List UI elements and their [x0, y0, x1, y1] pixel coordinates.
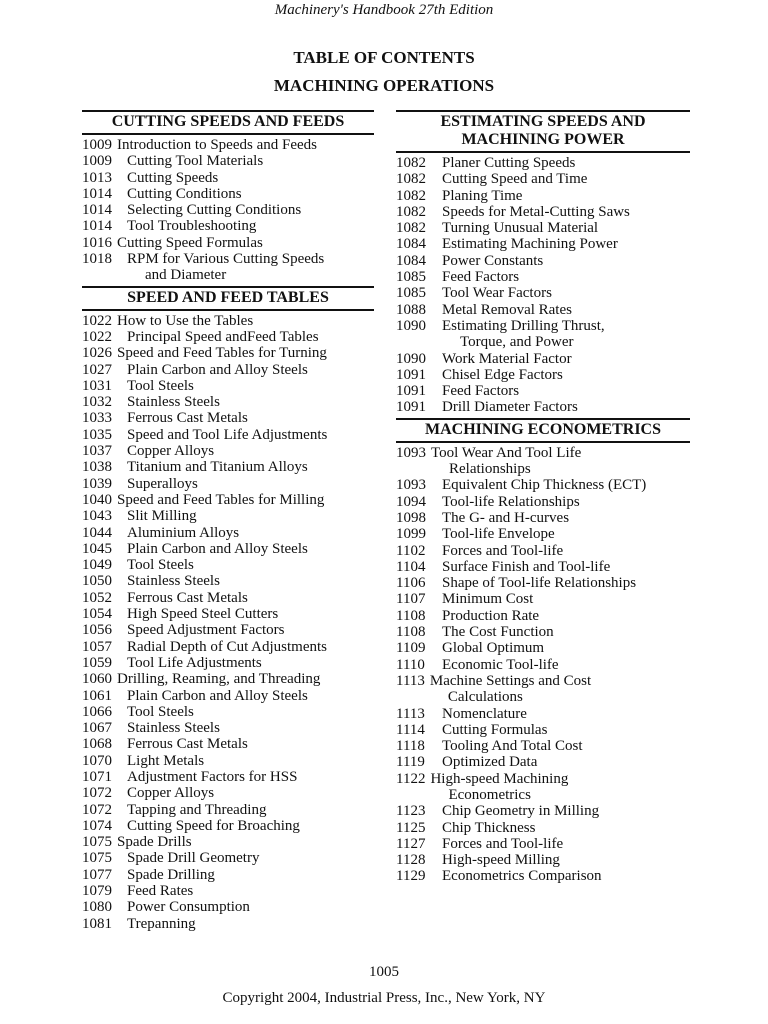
toc-entry[interactable] [396, 253, 690, 269]
toc-entry[interactable] [82, 345, 374, 361]
toc-entry[interactable] [82, 688, 374, 704]
toc-entry-title: Chisel Edge Factors [442, 366, 563, 383]
toc-page-number: 1084 [396, 252, 426, 269]
toc-entry-title: How to Use the Tables [117, 312, 254, 329]
toc-entry-title: Estimating Machining Power [442, 236, 618, 253]
toc-entry[interactable] [396, 624, 690, 640]
toc-entry-title: Estimating Drilling Thrust, [442, 317, 605, 334]
toc-page-number: 1128 [396, 852, 426, 869]
toc-entry[interactable] [82, 525, 374, 541]
toc-entry-title: Cutting Speed and Time [442, 171, 588, 188]
toc-page-number: 1038 [82, 459, 112, 476]
toc-page-number: 1037 [82, 443, 112, 460]
toc-page-number: 1057 [82, 638, 112, 655]
running-header: Machinery's Handbook 27th Edition [274, 2, 494, 18]
toc-entry-title: Feed Factors [442, 383, 520, 400]
toc-page-number: 1043 [82, 508, 112, 525]
toc-entry[interactable] [82, 557, 374, 573]
toc-entry[interactable] [396, 852, 690, 868]
toc-entry[interactable] [82, 818, 374, 834]
toc-entry[interactable] [396, 399, 690, 415]
toc-entry-title: Surface Finish and Tool-life [442, 558, 611, 575]
toc-entry[interactable] [396, 722, 690, 738]
toc-entry[interactable] [396, 318, 690, 351]
toc-page-number: 1074 [82, 817, 112, 834]
toc-page-number: 1093 [396, 444, 426, 461]
toc-entry-title: Cutting Tool Materials [127, 153, 264, 170]
toc-entry-title: Tool Troubleshooting [127, 218, 257, 235]
toc-entry[interactable] [82, 541, 374, 557]
toc-page-number: 1082 [396, 187, 426, 204]
toc-page-number: 1077 [82, 866, 112, 883]
toc-entry[interactable] [82, 329, 374, 345]
toc-entry-title: Chip Thickness [442, 819, 536, 836]
toc-entry-title: Tool-life Envelope [442, 526, 555, 543]
toc-page-number: 1122 [396, 770, 426, 787]
toc-entry-title: Titanium and Titanium Alloys [127, 459, 308, 476]
toc-entry-title: Tool Wear Factors [442, 285, 552, 302]
toc-entry-title: Principal Speed andFeed Tables [127, 328, 319, 345]
toc-entry-title: Copper Alloys [127, 443, 215, 460]
toc-entry[interactable] [396, 820, 690, 836]
toc-page-number: 1052 [82, 589, 112, 606]
toc-entry-title: Slit Milling [127, 508, 197, 525]
section-heading: SPEED AND FEED TABLES [82, 286, 374, 311]
toc-entry-title: Spade Drilling [127, 866, 215, 883]
toc-page-number: 1082 [396, 155, 426, 171]
toc-page-number: 1014 [82, 218, 112, 235]
toc-entry-title-continued: and Diameter [145, 267, 227, 284]
toc-entry[interactable] [396, 510, 690, 526]
toc-page-number: 1027 [82, 361, 112, 378]
toc-entry-title: Ferrous Cast Metals [127, 410, 248, 427]
toc-page-number: 1054 [82, 606, 112, 623]
toc-entry-title: Planer Cutting Speeds [442, 155, 576, 171]
toc-entry-title: Speed and Tool Life Adjustments [127, 426, 328, 443]
toc-page-number: 1082 [396, 203, 426, 220]
toc-entry-title: Aluminium Alloys [127, 524, 240, 541]
toc-entry[interactable] [396, 188, 690, 204]
toc-entry-title: Cutting Speed Formulas [117, 234, 263, 251]
toc-entry-title: Tool Life Adjustments [127, 654, 262, 671]
toc-entry-title: Production Rate [442, 607, 540, 624]
toc-entry-title: Power Constants [442, 252, 544, 269]
toc-entry-title-continued: Relationships [449, 461, 531, 478]
toc-entry-title: RPM for Various Cutting Speeds [127, 251, 325, 268]
right-column [396, 110, 690, 885]
toc-entry-title: Stainless Steels [127, 394, 220, 411]
toc-page-number: 1031 [82, 377, 112, 394]
toc-entry[interactable] [82, 899, 374, 915]
toc-entry-title: Introduction to Speeds and Feeds [117, 137, 317, 153]
toc-entry-title: Work Material Factor [442, 350, 572, 367]
toc-entry[interactable] [396, 657, 690, 673]
toc-page-number: 1102 [396, 542, 426, 559]
toc-page-number: 1098 [396, 509, 426, 526]
toc-entry-title: Minimum Cost [442, 591, 534, 608]
toc-entry-title: Cutting Conditions [127, 185, 242, 202]
toc-page-number: 1114 [396, 721, 425, 738]
toc-entry[interactable] [82, 137, 374, 153]
toc-entry[interactable] [82, 639, 374, 655]
toc-entry[interactable] [396, 383, 690, 399]
toc-entry-title: Speed Adjustment Factors [127, 622, 285, 639]
toc-entry[interactable] [82, 492, 374, 508]
toc-entry[interactable] [396, 673, 690, 706]
toc-page-number: 1009 [82, 153, 112, 170]
page-title: TABLE OF CONTENTS [293, 48, 475, 67]
toc-page-number: 1075 [82, 850, 112, 867]
toc-page-number: 1099 [396, 526, 426, 543]
toc-entry[interactable] [82, 802, 374, 818]
toc-entry[interactable] [396, 155, 690, 171]
toc-page-number: 1032 [82, 394, 112, 411]
toc-page-number: 1022 [82, 328, 112, 345]
toc-page-number: 1067 [82, 720, 112, 737]
toc-page-number: 1016 [82, 234, 112, 251]
toc-entry-title: Tool Steels [127, 557, 194, 574]
toc-entry-title: Global Optimum [442, 640, 545, 657]
toc-entry[interactable] [396, 494, 690, 510]
toc-entry-title: Speed and Feed Tables for Turning [117, 345, 327, 362]
toc-entry[interactable] [82, 153, 374, 169]
toc-page-number: 1040 [82, 491, 112, 508]
toc-entry[interactable] [396, 754, 690, 770]
toc-page-number: 1113 [396, 705, 425, 722]
toc-entry-title: Spade Drill Geometry [127, 850, 260, 867]
toc-page-number: 1071 [82, 768, 112, 785]
toc-page-number: 1033 [82, 410, 112, 427]
toc-page-number: 1014 [82, 202, 112, 219]
toc-page-number: 1084 [396, 236, 426, 253]
toc-entry[interactable] [82, 606, 374, 622]
toc-page-number: 1108 [396, 607, 426, 624]
toc-entry-title: Chip Geometry in Milling [442, 803, 600, 820]
toc-entry-title: Tool Steels [127, 703, 194, 720]
toc-page-number: 1075 [82, 834, 112, 851]
toc-entry-title: Speed and Feed Tables for Milling [117, 491, 325, 508]
toc-entry[interactable] [396, 803, 690, 819]
toc-entry-title: Feed Rates [127, 883, 194, 900]
toc-page-number: 1108 [396, 624, 426, 641]
toc-entry-title: Tool-life Relationships [442, 493, 580, 510]
toc-page-number: 1014 [82, 185, 112, 202]
toc-entry[interactable] [82, 753, 374, 769]
section-heading: CUTTING SPEEDS AND FEEDS [82, 110, 374, 135]
toc-page-number: 1044 [82, 524, 112, 541]
page-subtitle: MACHINING OPERATIONS [273, 76, 495, 95]
toc-entry[interactable] [396, 367, 690, 383]
section-heading: MACHINING ECONOMETRICS [396, 418, 690, 443]
toc-page-number: 1009 [82, 137, 112, 153]
toc-page-number: 1035 [82, 426, 112, 443]
toc-page-number: 1085 [396, 269, 426, 286]
toc-entry-title: Superalloys [127, 475, 198, 492]
toc-entry[interactable] [82, 704, 374, 720]
toc-page-number: 1026 [82, 345, 112, 362]
toc-entry-title: Equivalent Chip Thickness (ECT) [442, 477, 647, 494]
toc-entry-title: Spade Drills [117, 834, 192, 851]
toc-entry-title: Adjustment Factors for HSS [127, 768, 298, 785]
toc-page-number: 1080 [82, 899, 112, 916]
toc-entry[interactable] [82, 202, 374, 218]
toc-entry[interactable] [82, 186, 374, 202]
left-column [82, 110, 374, 932]
toc-entry-title: Metal Removal Rates [442, 301, 572, 318]
toc-entry[interactable] [396, 543, 690, 559]
toc-entry-title: The G- and H-curves [442, 509, 570, 526]
toc-entry-title: Trepanning [127, 915, 196, 932]
toc-entry[interactable] [82, 720, 374, 736]
toc-page-number: 1013 [82, 169, 112, 186]
toc-entry-title: Plain Carbon and Alloy Steels [127, 540, 308, 557]
toc-page-number: 1085 [396, 285, 426, 302]
toc-entry[interactable] [82, 235, 374, 251]
toc-entry-title: Forces and Tool-life [442, 542, 564, 559]
toc-entry[interactable] [396, 608, 690, 624]
toc-entry[interactable] [82, 443, 374, 459]
toc-entry[interactable] [82, 573, 374, 589]
toc-page-number: 1107 [396, 591, 426, 608]
toc-entry[interactable] [82, 736, 374, 752]
toc-entry-title: Plain Carbon and Alloy Steels [127, 361, 308, 378]
toc-entry[interactable] [82, 867, 374, 883]
toc-page-number: 1091 [396, 399, 426, 416]
toc-entry[interactable] [396, 220, 690, 236]
toc-entry-title: Planing Time [442, 187, 523, 204]
toc-page-number: 1059 [82, 654, 112, 671]
toc-entry[interactable] [82, 476, 374, 492]
toc-entry-title: Plain Carbon and Alloy Steels [127, 687, 308, 704]
toc-entry[interactable] [396, 285, 690, 301]
toc-entry[interactable] [396, 236, 690, 252]
toc-entry[interactable] [82, 590, 374, 606]
toc-entry[interactable] [82, 834, 374, 850]
toc-page-number: 1090 [396, 317, 426, 334]
toc-page-number: 1129 [396, 868, 426, 885]
toc-entry-title: The Cost Function [442, 624, 554, 641]
toc-entry-title: Radial Depth of Cut Adjustments [127, 638, 327, 655]
section-heading: ESTIMATING SPEEDS AND MACHINING POWER [396, 110, 690, 153]
toc-entry-title: Cutting Speeds [127, 169, 219, 186]
toc-entry[interactable] [82, 671, 374, 687]
toc-entry-title: Optimized Data [442, 754, 538, 771]
toc-page-number: 1060 [82, 671, 112, 688]
toc-entry[interactable] [396, 591, 690, 607]
toc-page-number: 1091 [396, 366, 426, 383]
toc-entry[interactable] [396, 771, 690, 804]
toc-entry-title: Cutting Formulas [442, 721, 548, 738]
toc-entry[interactable] [396, 706, 690, 722]
toc-entry[interactable] [396, 526, 690, 542]
toc-page-number: 1070 [82, 752, 112, 769]
toc-entry[interactable] [82, 769, 374, 785]
toc-page-number: 1093 [396, 477, 426, 494]
toc-entry-title: Nomenclature [442, 705, 527, 722]
toc-entry-title: Feed Factors [442, 269, 520, 286]
toc-entry[interactable] [82, 655, 374, 671]
toc-entry-title: Turning Unusual Material [442, 220, 599, 237]
toc-entry[interactable] [82, 622, 374, 638]
toc-entry-title: Selecting Cutting Conditions [127, 202, 302, 219]
toc-entry[interactable] [82, 427, 374, 443]
toc-entry[interactable] [396, 836, 690, 852]
toc-entry[interactable] [82, 459, 374, 475]
toc-entry[interactable] [82, 218, 374, 234]
toc-page-number: 1088 [396, 301, 426, 318]
toc-entry-title: Power Consumption [127, 899, 250, 916]
toc-entry[interactable] [396, 575, 690, 591]
toc-entry[interactable] [396, 269, 690, 285]
toc-entry-title: Light Metals [127, 752, 205, 769]
toc-page-number: 1061 [82, 687, 112, 704]
toc-entry-title-continued: Torque, and Power [460, 334, 574, 351]
toc-entry[interactable] [82, 394, 374, 410]
toc-entry-title: Ferrous Cast Metals [127, 736, 248, 753]
toc-page-number: 1125 [396, 819, 426, 836]
toc-page-number: 1109 [396, 640, 426, 657]
toc-page-number: 1072 [82, 801, 112, 818]
toc-entry-title: Tool Steels [127, 377, 194, 394]
toc-entry-title: Economic Tool-life [442, 656, 559, 673]
toc-page-number: 1072 [82, 785, 112, 802]
toc-page-number: 1106 [396, 575, 426, 592]
toc-entry[interactable] [396, 738, 690, 754]
toc-entry-title: Tapping and Threading [127, 801, 267, 818]
toc-entry[interactable] [82, 508, 374, 524]
toc-entry[interactable] [396, 559, 690, 575]
toc-page-number: 1081 [82, 915, 112, 932]
toc-page-number: 1022 [82, 312, 112, 329]
toc-page-number: 1066 [82, 703, 112, 720]
toc-entry[interactable] [396, 171, 690, 187]
toc-entry-title: Tooling And Total Cost [442, 738, 583, 755]
toc-page-number: 1056 [82, 622, 112, 639]
toc-entry-title: High-speed Machining [430, 770, 569, 787]
toc-entry[interactable] [82, 378, 374, 394]
toc-entry[interactable] [82, 785, 374, 801]
toc-page-number: 1090 [396, 350, 426, 367]
page-number: 1005 [369, 964, 399, 980]
toc-entry[interactable] [82, 251, 374, 284]
toc-entry-title: Tool Wear And Tool Life [431, 444, 582, 461]
toc-page-number: 1082 [396, 171, 426, 188]
copyright-notice: Copyright 2004, Industrial Press, Inc., New York, NY [222, 990, 546, 1006]
toc-entry[interactable] [82, 313, 374, 329]
toc-entry-title: Ferrous Cast Metals [127, 589, 248, 606]
toc-entry[interactable] [396, 868, 690, 884]
toc-entry[interactable] [396, 204, 690, 220]
toc-page-number: 1050 [82, 573, 112, 590]
toc-entry[interactable] [396, 640, 690, 656]
toc-entry-title-continued: Calculations [447, 689, 523, 706]
toc-page-number: 1079 [82, 883, 112, 900]
toc-entry[interactable] [82, 362, 374, 378]
toc-page-number: 1082 [396, 220, 426, 237]
toc-entry-title: Forces and Tool-life [442, 835, 564, 852]
toc-entry-title-continued: Econometrics [448, 786, 531, 803]
toc-page-number: 1127 [396, 835, 426, 852]
toc-page-number: 1110 [396, 656, 425, 673]
toc-entry[interactable] [82, 916, 374, 932]
toc-entry-title: Drilling, Reaming, and Threading [117, 671, 321, 688]
toc-entry[interactable] [396, 445, 690, 478]
toc-page-number: 1113 [396, 672, 425, 689]
toc-entry[interactable] [82, 850, 374, 866]
toc-page-number: 1068 [82, 736, 112, 753]
toc-page-number: 1039 [82, 475, 112, 492]
toc-page-number: 1045 [82, 540, 112, 557]
toc-entry-title: High-speed Milling [442, 852, 560, 869]
toc-page-number: 1123 [396, 803, 426, 820]
toc-entry-title: Speeds for Metal-Cutting Saws [442, 203, 630, 220]
toc-entry[interactable] [396, 302, 690, 318]
toc-entry[interactable] [82, 170, 374, 186]
toc-entry-title: Stainless Steels [127, 720, 220, 737]
toc-entry-title: High Speed Steel Cutters [127, 606, 279, 623]
toc-entry-title: Stainless Steels [127, 573, 220, 590]
toc-page-number: 1049 [82, 557, 112, 574]
toc-page-number: 1104 [396, 558, 426, 575]
toc-entry-title: Econometrics Comparison [442, 868, 602, 885]
toc-entry-title: Copper Alloys [127, 785, 215, 802]
toc-entry-title: Drill Diameter Factors [442, 399, 578, 416]
toc-entry[interactable] [396, 351, 690, 367]
toc-entry[interactable] [82, 410, 374, 426]
toc-entry-title: Shape of Tool-life Relationships [442, 575, 637, 592]
toc-page-number: 1018 [82, 251, 112, 268]
toc-page-number: 1091 [396, 383, 426, 400]
toc-entry-title: Machine Settings and Cost [429, 672, 592, 689]
toc-entry[interactable] [396, 477, 690, 493]
toc-page-number: 1119 [396, 754, 425, 771]
toc-entry-title: Cutting Speed for Broaching [127, 817, 300, 834]
toc-page-number: 1118 [396, 738, 425, 755]
toc-entry[interactable] [82, 883, 374, 899]
toc-page-number: 1094 [396, 493, 426, 510]
